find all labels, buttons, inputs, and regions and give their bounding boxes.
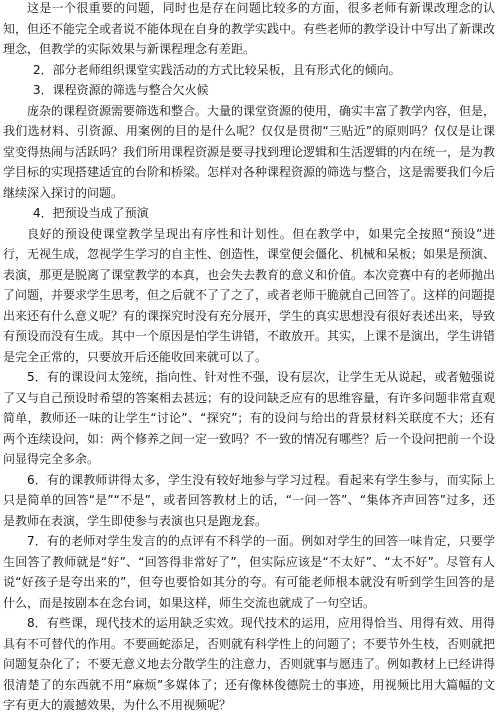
- heading-item-2: 2．部分老师组织课堂实践活动的方式比较呆板，且有形式化的倾向。: [33, 62, 401, 77]
- paragraph-item-6: 6．有的课教师讲得太多，学生没有较好地参与学习过程。看起来有学生参与，而实际上只是简单的回答“是”“不是”，或者回答教材上的话，“一问一答”、“集体齐声回答”过多，还是教师在表演，学生即使参与表演也只是跑龙套。: [3, 472, 495, 528]
- paragraph-intro: 这是一个很重要的问题，同时也是存在问题比较多的方面，很多老师有新课改理念的认知，但还不能完全或者说不能体现在自身的教学实践中。有些老师的教学设计中写出了新课改理念，但教学的实际效果与新课程理念有差距。: [3, 1, 496, 56]
- paragraph-item-5: 5．有的课设问太笼统，指向性、针对性不强，设有层次，让学生无从说起，或者勉强说了又与自己预设时希望的答案相去甚远；有的设问缺乏应有的思维容量，有许多问题非常直观简单，教师还一味的让学生“讨论”、“探究”；有的设问与给出的背景材料关联度不大；还有两个连续设问，如：两个修养之间一定一致吗？不一致的情况有哪些？后一个设问把前一个设问显得完全多余。: [3, 370, 496, 466]
- heading-item-3: 3．课程资源的筛选与整合欠火候: [33, 83, 209, 97]
- paragraph-resources: 庞杂的课程资源需要筛选和整合。大量的课堂资源的使用，确实丰富了教学内容，但是，我们选材料、引资源、用案例的目的是什么呢？仅仅是贯彻“三贴近”的原则吗？仅仅是让课堂变得热闹与活跃吗？我们所用课程资源是要寻找到理论逻辑和生活逻辑的内在统一，是为教学目标的实现搭建适宜的台阶和桥梁。怎样对各种课程资源的筛选与整合，这是需要我们今后继续深入探讨的问题。: [3, 103, 496, 200]
- paragraph-item-8: 8．有些课，现代技术的运用缺乏实效。现代技术的运用，应用得恰当、用得有效、用得具有不可替代的作用。不要画蛇添足，否则就有科学性上的问题了；不要节外生枝，否则就把问题复杂化了；不要无意义地去分散学生的注意力，否则就事与愿违了。例如教材上已经讲得很清楚了的东西就不用“麻烦”多媒体了；还有像林俊德院士的事迹，用视频比用大篇幅的文字有更大的震撼效果，为什么不用视频呢？: [3, 616, 496, 712]
- paragraph-preset: 良好的预设使课堂教学呈现出有序性和计划性。但在教学中，如果完全按照“预设”进行，无视生成，忽视学生学习的自主性、创造性，课堂便会僵化、机械和呆板；如果是预演、表演，那更是脱离了课堂教学的本真，也会失去教育的意义和价值。本次竞赛中有的老师抛出了问题，并要求学生思考，但之后就不了了之了，或者老师干脆就自己回答了。这样的问题提出来还有什么意义呢？有的课探究时没有充分展开，学生的真实思想没有很好表述出来，导致有预设而没有生成。其中一个原因是怕学生讲错，不敢放开。其实，上课不是演出，学生讲错是完全正常的，只要放开后还能收回来就可以了。: [3, 226, 496, 364]
- paragraph-item-7: 7．有的老师对学生发言的的点评有不科学的一面。例如对学生的回答一味肯定，只要学生回答了教师就是“好”、“回答得非常好了”，但实际应该是“不太好”、“太不好”。尽管有人说“好孩子是夸出来的”，但夸也要恰如其分的夸。有可能老师根本就没有听到学生回答的是什么，而是按剧本在念台词，如果这样，师生交流也就成了一句空话。: [3, 534, 495, 610]
- heading-item-4: 4．把预设当成了预演: [33, 206, 149, 220]
